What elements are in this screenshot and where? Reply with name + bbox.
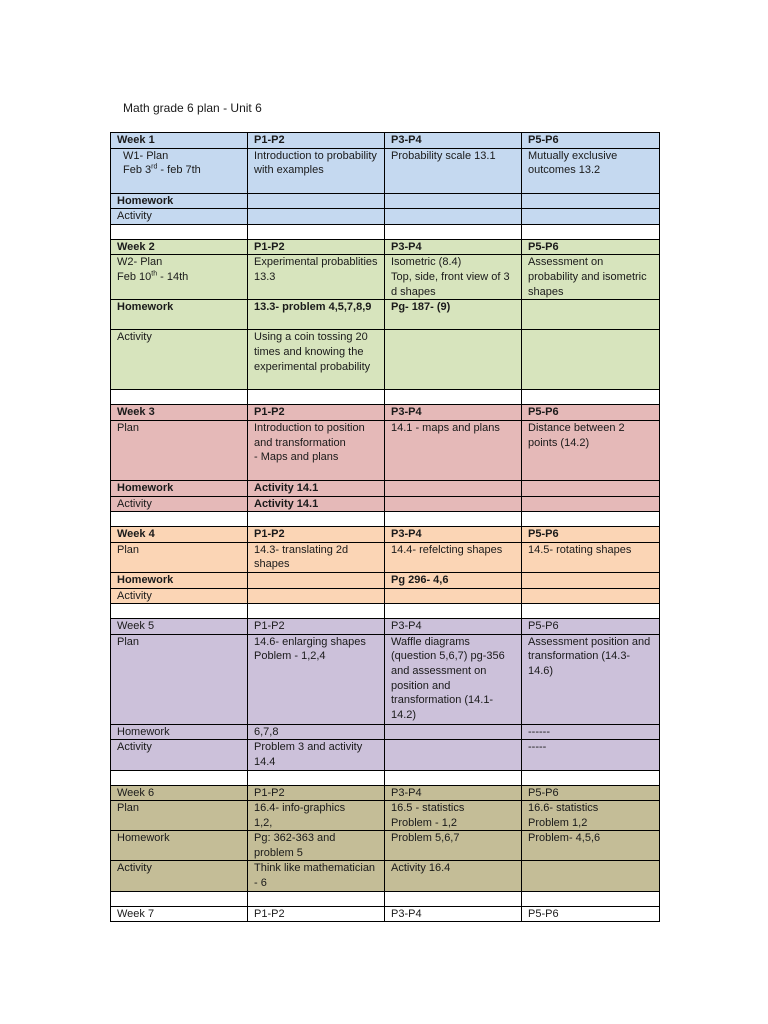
plan-cell: 14.6- enlarging shapes Poblem - 1,2,4 <box>248 634 385 724</box>
week-4-homework-row <box>111 572 660 588</box>
spacer-row <box>111 512 660 527</box>
period-p3-p4-header: P3-P4 <box>385 906 522 922</box>
plan-cell: Assessment position and transformation (14.3-14.6) <box>522 634 660 724</box>
document-title: Math grade 6 plan - Unit 6 <box>123 101 262 115</box>
plan-cell: 14.5- rotating shapes <box>522 542 660 572</box>
plan-cell: Distance between 2 points (14.2) <box>522 420 660 480</box>
homework-label: Homework <box>111 193 248 209</box>
plan-label: Plan <box>111 542 248 572</box>
activity-cell <box>385 330 522 390</box>
week-1-homework-row <box>111 193 660 209</box>
plan-cell: Waffle diagrams (question 5,6,7) pg-356 and assessment on position and transformation (14.1-14.2) <box>385 634 522 724</box>
plan-cell: 14.3- translating 2d shapes <box>248 542 385 572</box>
week-label: Week 7 <box>111 906 248 922</box>
period-p3-p4-header: P3-P4 <box>385 239 522 255</box>
week-4-header-row <box>111 527 660 543</box>
spacer-row <box>111 224 660 239</box>
week-6-activity-row <box>111 861 660 891</box>
week-5-plan-row <box>111 634 660 724</box>
period-p5-p6-header: P5-P6 <box>522 405 660 421</box>
period-p1-p2-header: P1-P2 <box>248 527 385 543</box>
homework-cell <box>522 480 660 496</box>
homework-cell: Activity 14.1 <box>248 480 385 496</box>
week-4-activity-row <box>111 588 660 604</box>
period-p5-p6-header: P5-P6 <box>522 906 660 922</box>
week-3-activity-row <box>111 496 660 512</box>
period-p3-p4-header: P3-P4 <box>385 405 522 421</box>
homework-cell <box>385 724 522 740</box>
homework-cell <box>385 193 522 209</box>
spacer-row <box>111 604 660 619</box>
week-2-plan-row <box>111 255 660 300</box>
plan-label: Plan <box>111 801 248 831</box>
plan-label <box>111 255 248 300</box>
period-p3-p4-header: P3-P4 <box>385 133 522 149</box>
week-4-plan-row <box>111 542 660 572</box>
spacer-row <box>111 770 660 785</box>
activity-cell <box>385 209 522 225</box>
week-7-header-row <box>111 906 660 922</box>
homework-label: Homework <box>111 831 248 861</box>
activity-label: Activity <box>111 588 248 604</box>
activity-cell <box>248 209 385 225</box>
plan-cell: Mutually exclusive outcomes 13.2 <box>522 148 660 193</box>
activity-cell <box>522 209 660 225</box>
period-p3-p4-header: P3-P4 <box>385 619 522 635</box>
period-p5-p6-header: P5-P6 <box>522 619 660 635</box>
activity-cell <box>385 588 522 604</box>
plan-label: Plan <box>111 420 248 480</box>
week-label: Week 3 <box>111 405 248 421</box>
week-2-header-row <box>111 239 660 255</box>
plan-week-label: W2- Plan <box>117 256 163 269</box>
week-2-homework-row <box>111 300 660 330</box>
activity-cell: ----- <box>522 740 660 770</box>
week-1-activity-row <box>111 209 660 225</box>
plan-cell: Isometric (8.4) Top, side, front view of 3 d shapes <box>385 255 522 300</box>
plan-cell: Assessment on probability and isometric shapes <box>522 255 660 300</box>
week-3-header-row <box>111 405 660 421</box>
homework-cell: Problem- 4,5,6 <box>522 831 660 861</box>
homework-cell: Problem 5,6,7 <box>385 831 522 861</box>
week-6-homework-row <box>111 831 660 861</box>
homework-cell: ------ <box>522 724 660 740</box>
period-p3-p4-header: P3-P4 <box>385 527 522 543</box>
homework-cell <box>522 193 660 209</box>
plan-cell: Experimental probablities 13.3 <box>248 255 385 300</box>
activity-cell: Using a coin tossing 20 times and knowing the experimental probability <box>248 330 385 390</box>
week-3-plan-row <box>111 420 660 480</box>
week-5-activity-row <box>111 740 660 770</box>
plan-cell: 16.5 - statistics Problem - 1,2 <box>385 801 522 831</box>
plan-cell: 14.1 - maps and plans <box>385 420 522 480</box>
plan-cell: 16.6- statistics Problem 1,2 <box>522 801 660 831</box>
plan-cell: 14.4- refelcting shapes <box>385 542 522 572</box>
homework-label: Homework <box>111 572 248 588</box>
homework-cell: Pg 296- 4,6 <box>385 572 522 588</box>
activity-label: Activity <box>111 209 248 225</box>
week-1-header-row <box>111 133 660 149</box>
homework-cell: 6,7,8 <box>248 724 385 740</box>
week-label: Week 5 <box>111 619 248 635</box>
homework-label: Homework <box>111 724 248 740</box>
week-label: Week 6 <box>111 785 248 801</box>
activity-cell <box>522 330 660 390</box>
period-p3-p4-header: P3-P4 <box>385 785 522 801</box>
homework-label: Homework <box>111 300 248 330</box>
homework-cell: Pg: 362-363 and problem 5 <box>248 831 385 861</box>
activity-cell <box>248 588 385 604</box>
period-p1-p2-header: P1-P2 <box>248 619 385 635</box>
period-p5-p6-header: P5-P6 <box>522 527 660 543</box>
period-p1-p2-header: P1-P2 <box>248 405 385 421</box>
week-label: Week 4 <box>111 527 248 543</box>
activity-cell: Think like mathematician - 6 <box>248 861 385 891</box>
period-p5-p6-header: P5-P6 <box>522 133 660 149</box>
activity-cell <box>385 740 522 770</box>
unit-plan-table <box>110 132 660 922</box>
homework-label: Homework <box>111 480 248 496</box>
homework-cell <box>522 300 660 330</box>
homework-cell <box>522 572 660 588</box>
homework-cell: 13.3- problem 4,5,7,8,9 <box>248 300 385 330</box>
plan-label: Plan <box>111 634 248 724</box>
activity-label: Activity <box>111 861 248 891</box>
week-6-plan-row <box>111 801 660 831</box>
activity-cell <box>522 588 660 604</box>
activity-cell <box>522 861 660 891</box>
period-p1-p2-header: P1-P2 <box>248 239 385 255</box>
activity-cell: Activity 16.4 <box>385 861 522 891</box>
week-label: Week 1 <box>111 133 248 149</box>
plan-week-label: W1- Plan <box>123 149 169 162</box>
week-label: Week 2 <box>111 239 248 255</box>
plan-cell: 16.4- info-graphics 1,2, <box>248 801 385 831</box>
week-5-homework-row <box>111 724 660 740</box>
plan-label <box>111 148 248 193</box>
week-6-header-row <box>111 785 660 801</box>
period-p1-p2-header: P1-P2 <box>248 785 385 801</box>
week-1-plan-row <box>111 148 660 193</box>
week-2-activity-row <box>111 330 660 390</box>
activity-label: Activity <box>111 740 248 770</box>
homework-cell: Pg- 187- (9) <box>385 300 522 330</box>
period-p1-p2-header: P1-P2 <box>248 906 385 922</box>
activity-cell: Activity 14.1 <box>248 496 385 512</box>
spacer-row <box>111 390 660 405</box>
homework-cell <box>385 480 522 496</box>
plan-cell: Introduction to probability with examples <box>248 148 385 193</box>
activity-cell <box>522 496 660 512</box>
activity-cell <box>385 496 522 512</box>
week-5-header-row <box>111 619 660 635</box>
period-p5-p6-header: P5-P6 <box>522 239 660 255</box>
period-p1-p2-header: P1-P2 <box>248 133 385 149</box>
period-p5-p6-header: P5-P6 <box>522 785 660 801</box>
activity-label: Activity <box>111 496 248 512</box>
homework-cell <box>248 193 385 209</box>
plan-date-range: Feb 10th - 14th <box>117 270 189 283</box>
homework-cell <box>248 572 385 588</box>
plan-date-range: Feb 3rd - feb 7th <box>123 163 201 177</box>
plan-cell: Probability scale 13.1 <box>385 148 522 193</box>
spacer-row <box>111 891 660 906</box>
activity-cell: Problem 3 and activity 14.4 <box>248 740 385 770</box>
plan-cell: Introduction to position and transformation - Maps and plans <box>248 420 385 480</box>
activity-label: Activity <box>111 330 248 390</box>
week-3-homework-row <box>111 480 660 496</box>
